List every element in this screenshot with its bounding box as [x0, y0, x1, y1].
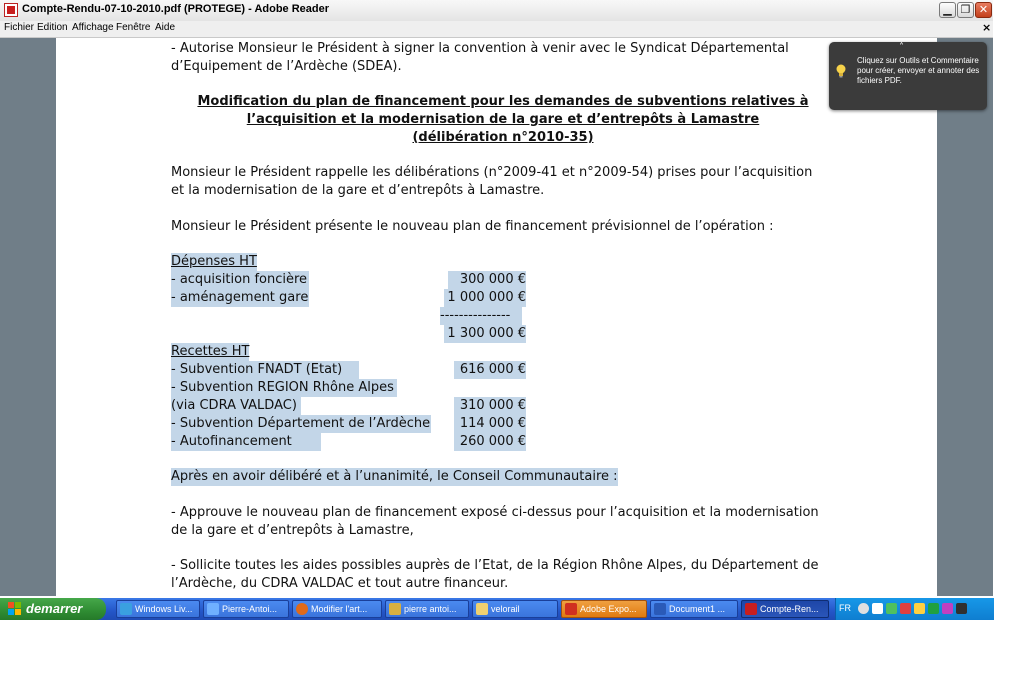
network-icon[interactable] — [886, 603, 897, 614]
recette-amount: 310 000 € — [454, 397, 526, 415]
sollicite-line-1: - Sollicite toutes les aides possibles auprès de l’Etat, de la Région Rhône Alpes, du Département de — [171, 558, 819, 573]
adobe-reader-icon — [4, 3, 18, 17]
speaker-icon[interactable] — [872, 603, 883, 614]
people-icon — [207, 603, 219, 615]
lightbulb-icon — [835, 64, 847, 78]
depense-label: - acquisition foncière — [171, 272, 308, 287]
approuve-line-1: - Approuve le nouveau plan de financement exposé ci-dessus pour l’acquisition et la modernisation — [171, 505, 819, 520]
antivirus-icon[interactable] — [928, 603, 939, 614]
paragraph-1-line-1: Monsieur le Président rappelle les délibérations (n°2009-41 et n°2009-54) prises pour l’acquisition — [171, 165, 813, 180]
recette-label: - Autofinancement — [171, 433, 321, 451]
taskbar-item-label: Windows Liv... — [135, 604, 193, 614]
app-tray-icon[interactable] — [942, 603, 953, 614]
intro-line-1: - Autorise Monsieur le Président à signer la convention à venir avec le Syndicat Départemental — [171, 41, 789, 56]
recette-label: - Subvention FNADT (Etat) — [171, 361, 359, 379]
intro-line-2: d’Equipement de l’Ardèche (SDEA). — [171, 59, 402, 74]
start-label: demarrer — [26, 601, 83, 616]
depense-label: - aménagement gare — [171, 290, 309, 305]
taskbar-item-compte-rendu[interactable] — [741, 600, 829, 618]
depense-amount: 1 000 000 € — [444, 289, 526, 307]
depense-amount: 300 000 € — [448, 271, 526, 289]
pdf-page — [56, 38, 937, 596]
minimize-button[interactable]: ▁ — [939, 2, 956, 18]
chat-icon — [389, 603, 401, 615]
paragraph-1-line-2: et la modernisation de la gare et d’entrepôts à Lamastre. — [171, 183, 545, 198]
recette-label: (via CDRA VALDAC) — [171, 397, 301, 415]
language-indicator[interactable]: FR — [839, 603, 851, 613]
taskbar-item-label: Compte-Ren... — [760, 604, 819, 614]
recette-amount: 114 000 € — [454, 415, 526, 433]
taskbar-item-label: Document1 ... — [669, 604, 726, 614]
taskbar-item-label: Pierre-Antoi... — [222, 604, 278, 614]
total-separator: --------------- — [440, 307, 522, 325]
messenger-tray-icon[interactable] — [914, 603, 925, 614]
depenses-total: 1 300 000 € — [444, 325, 526, 343]
menu-fenetre[interactable]: Fenêtre — [116, 22, 151, 33]
taskbar-item-label: velorail — [491, 604, 520, 614]
taskbar-item-label: Modifier l'art... — [311, 604, 368, 614]
tooltip-text: Cliquez sur Outils et Commentaire pour créer, envoyer et annoter des fichiers PDF. — [857, 56, 980, 85]
start-button[interactable] — [0, 598, 106, 620]
taskbar-item-pierre-antoine-1[interactable] — [203, 600, 289, 618]
taskbar-item-windows-live[interactable] — [116, 600, 200, 618]
taskbar-item-label: Adobe Expo... — [580, 604, 637, 614]
approuve-line-2: de la gare et d’entrepôts à Lamastre, — [171, 523, 414, 538]
recette-label: - Subvention Département de l’Ardèche — [171, 416, 431, 431]
restore-button[interactable]: ❐ — [957, 2, 974, 18]
menu-affichage[interactable]: Affichage — [72, 22, 114, 33]
conseil-statement: Après en avoir délibéré et à l’unanimité, le Conseil Communautaire : — [171, 469, 618, 484]
section-heading-line-2: l’acquisition et la modernisation de la gare et d’entrepôts à Lamastre — [246, 112, 760, 127]
folder-icon — [476, 603, 488, 615]
taskbar-item-firefox[interactable] — [292, 600, 382, 618]
document-close-button[interactable]: × — [982, 21, 992, 34]
section-heading-line-1: Modification du plan de financement pour les demandes de subventions relatives à — [197, 94, 809, 109]
recette-amount: 616 000 € — [454, 361, 526, 379]
sollicite-line-2: l’Ardèche, du CDRA VALDAC et tout autre financeur. — [171, 576, 509, 591]
window-title: Compte-Rendu-07-10-2010.pdf (PROTEGE) - Adobe Reader — [22, 3, 330, 15]
security-icon[interactable] — [900, 603, 911, 614]
recettes-title: Recettes HT — [171, 344, 250, 359]
menu-fichier[interactable]: Fichier — [4, 22, 35, 33]
document-background-right — [937, 38, 993, 596]
taskbar-item-adobe-export[interactable] — [561, 600, 647, 618]
tools-tooltip[interactable] — [829, 42, 987, 110]
chevron-up-icon[interactable]: ˄ — [899, 42, 904, 53]
recette-amount: 260 000 € — [454, 433, 526, 451]
taskbar-item-pierre-antoine-2[interactable] — [385, 600, 469, 618]
close-button[interactable]: ✕ — [975, 2, 992, 18]
word-icon — [654, 603, 666, 615]
battery-icon[interactable] — [956, 603, 967, 614]
menu-edition[interactable]: Edition — [37, 22, 68, 33]
document-background-left — [0, 38, 56, 596]
paragraph-2: Monsieur le Président présente le nouveau plan de financement prévisionnel de l’opération : — [171, 219, 774, 234]
pdf-icon — [745, 603, 757, 615]
recette-label: - Subvention REGION Rhône Alpes — [171, 379, 397, 397]
depenses-title: Dépenses HT — [171, 254, 257, 269]
taskbar-item-document1[interactable] — [650, 600, 738, 618]
taskbar-item-velorail[interactable] — [472, 600, 558, 618]
firefox-icon — [296, 603, 308, 615]
back-arrow-icon[interactable] — [858, 603, 869, 614]
system-tray — [835, 598, 994, 620]
section-heading-line-3: (délibération n°2010-35) — [412, 130, 594, 145]
taskbar-item-label: pierre antoi... — [404, 604, 457, 614]
menu-aide[interactable]: Aide — [155, 22, 176, 33]
messenger-icon — [120, 603, 132, 615]
windows-logo-icon — [8, 602, 22, 616]
adobe-icon — [565, 603, 577, 615]
